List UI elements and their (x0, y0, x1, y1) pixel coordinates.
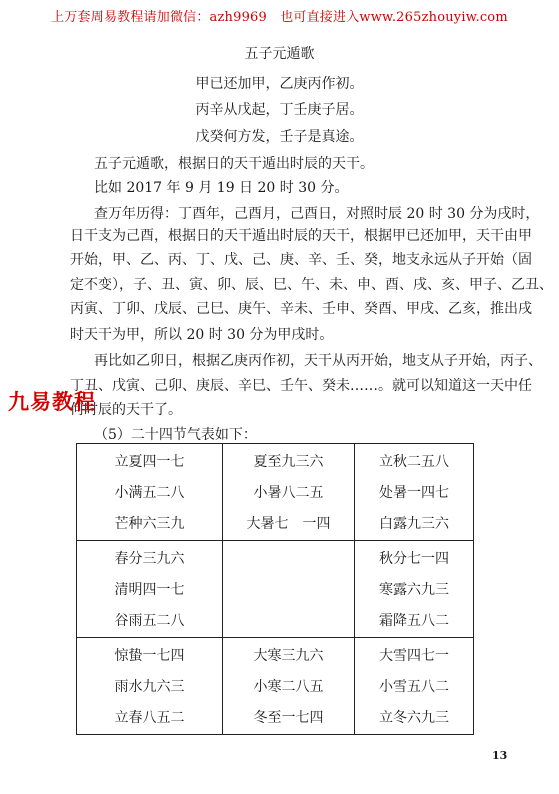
verse-title: 五子元遁歌 (244, 46, 315, 62)
solar-term: 白露九三六 (379, 516, 449, 532)
solar-term: 小暑八二五 (253, 485, 324, 501)
body-line: 定不变），子、丑、寅、卯、辰、巳、午、未、申、酉、戌、亥、甲子、乙丑、 (70, 277, 553, 293)
solar-term: 冬至一七四 (253, 710, 324, 726)
body-paragraph: 再比如乙卯日，根据乙庚丙作初，天干从丙开始，地支从子开始，丙子、 (94, 353, 542, 369)
body-paragraph: 五子元遁歌，根据日的天干遁出时辰的天干。 (94, 156, 374, 172)
solar-term: 小寒二八五 (253, 679, 324, 695)
solar-term: 立冬六九三 (379, 710, 449, 726)
solar-term: 小满五二八 (114, 485, 185, 501)
solar-term: 清明四一七 (114, 582, 185, 598)
table-row (77, 444, 474, 541)
verse-line: 丙辛从戊起，丁壬庚子居。 (195, 102, 364, 118)
solar-terms-table (76, 443, 474, 735)
body-paragraph: 比如 2017 年 9 月 19 日 20 时 30 分。 (94, 180, 349, 196)
table-cell (77, 638, 223, 735)
solar-term: 立春八五二 (114, 710, 185, 726)
solar-term: 霜降五八二 (379, 613, 449, 629)
verse-line: 甲已还加甲，乙庚丙作初。 (195, 76, 364, 92)
table-row (77, 541, 474, 638)
body-line: 日干支为己酉，根据日的天干遁出时辰的天干，根据甲已还加甲，天干由甲 (70, 228, 532, 244)
table-cell (355, 541, 474, 638)
table-cell (77, 541, 223, 638)
table-row (77, 638, 474, 735)
solar-term: 秋分七一四 (379, 551, 449, 567)
solar-term: 小雪五八二 (379, 679, 449, 695)
solar-term: 立夏四一七 (114, 454, 185, 470)
solar-term: 雨水九六三 (114, 679, 185, 695)
body-paragraph: 查万年历得：丁酉年，己酉月，己酉日，对照时辰 20 时 30 分为戌时， (94, 206, 540, 222)
page-number: 13 (492, 749, 508, 762)
solar-term: 大寒三九六 (253, 648, 324, 664)
body-line: 丙寅、丁卯、戊辰、己巳、庚午、辛未、壬申、癸酉、甲戌、乙亥，推出戌 (70, 301, 532, 317)
solar-term: 寒露六九三 (379, 582, 449, 598)
table-cell (355, 638, 474, 735)
solar-term: 夏至九三六 (253, 454, 324, 470)
solar-term: 大雪四七一 (379, 648, 449, 664)
body-line: 丁丑、戊寅、己卯、庚辰、辛巳、壬午、癸未……。就可以知道这一天中任 (70, 378, 532, 394)
watermark-logo: 九易教程 (8, 390, 96, 414)
table-cell (355, 444, 474, 541)
body-line: 何时辰的天干了。 (70, 402, 182, 418)
table-cell-empty (223, 541, 355, 638)
solar-term: 大暑七 一四 (246, 516, 331, 532)
table-cell (223, 638, 355, 735)
table-caption: （5）二十四节气表如下： (94, 427, 257, 443)
solar-term: 芒种六三九 (114, 516, 185, 532)
solar-term: 春分三九六 (114, 551, 185, 567)
solar-term: 立秋二五八 (379, 454, 449, 470)
solar-term: 处暑一四七 (379, 485, 449, 501)
solar-term: 谷雨五二八 (114, 613, 185, 629)
table-cell (77, 444, 223, 541)
table-cell (223, 444, 355, 541)
body-line: 时天干为甲，所以 20 时 30 分为甲戌时。 (70, 327, 334, 343)
solar-term: 惊蛰一七四 (114, 648, 185, 664)
body-line: 开始，甲、乙、丙、丁、戊、己、庚、辛、壬、癸，地支永远从子开始（固 (70, 252, 532, 268)
page-header: 上万套周易教程请加微信：azh9969 也可直接进入www.265zhouyiw.com (51, 10, 508, 25)
verse-line: 戊癸何方发，壬子是真途。 (195, 129, 364, 145)
